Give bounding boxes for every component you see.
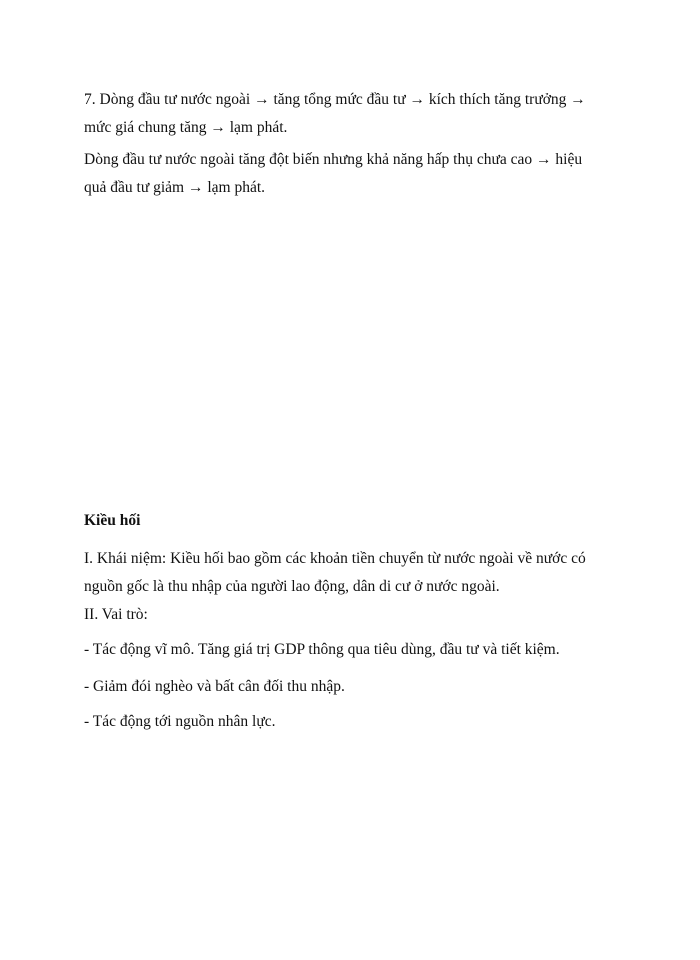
paragraph-absorption bbox=[84, 146, 614, 202]
roles-title: II. Vai trò: bbox=[84, 606, 148, 623]
list-item: - Tác động vĩ mô. Tăng giá trị GDP thông qua tiêu dùng, đầu tư và tiết kiệm. bbox=[84, 641, 560, 658]
paragraph-definition bbox=[84, 545, 614, 601]
list-item: - Giảm đói nghèo và bất cân đối thu nhập. bbox=[84, 678, 345, 695]
section-heading: Kiều hối bbox=[84, 512, 141, 529]
list-item: - Tác động tới nguồn nhân lực. bbox=[84, 713, 276, 730]
text-line: mức giá chung tăng → lạm phát. bbox=[84, 119, 288, 136]
paragraph-foreign-investment bbox=[84, 86, 614, 142]
text-line: I. Khái niệm: Kiều hối bao gồm các khoản tiền chuyển từ nước ngoài về nước có bbox=[84, 550, 586, 567]
text-line: Dòng đầu tư nước ngoài tăng đột biến nhưng khả năng hấp thụ chưa cao → hiệu bbox=[84, 151, 583, 168]
text-line: nguồn gốc là thu nhập của người lao động, dân di cư ở nước ngoài. bbox=[84, 578, 500, 595]
text-line: quả đầu tư giảm → lạm phát. bbox=[84, 179, 266, 196]
text-line: 7. Dòng đầu tư nước ngoài → tăng tổng mức đầu tư → kích thích tăng trưởng → bbox=[84, 91, 586, 108]
